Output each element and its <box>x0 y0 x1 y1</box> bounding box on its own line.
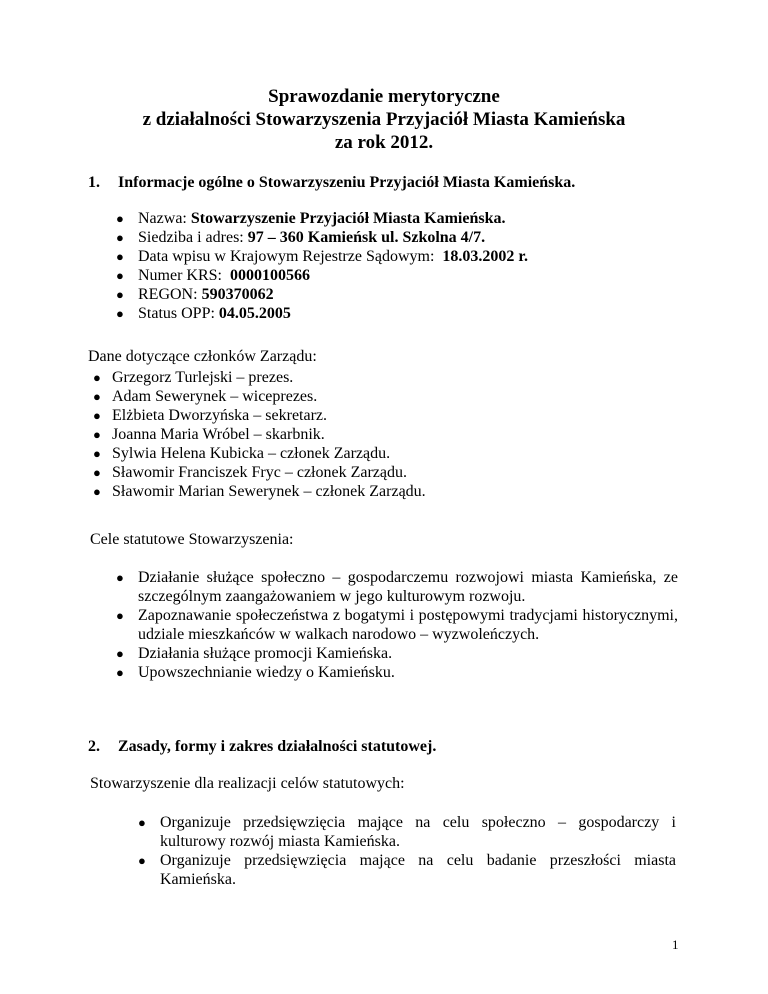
goal-item: ● Działanie służące społeczno – gospodarczemu rozwojowi miasta Kamieńska, ze szczególnym zaangażowaniem w jego kulturowym rozwoju. <box>116 569 678 605</box>
section-1-heading <box>88 174 575 192</box>
info-item: ● Numer KRS: 0000100566 <box>116 267 310 284</box>
info-item: ● Status OPP: 04.05.2005 <box>116 305 291 322</box>
info-list <box>116 209 529 323</box>
board-member: ● Adam Sewerynek – wiceprezes. <box>93 388 318 405</box>
info-item: ● Nazwa: Stowarzyszenie Przyjaciół Miasta Kamieńska. <box>116 210 506 227</box>
goal-item: ● Zapoznawanie społeczeństwa z bogatymi i postępowymi tradycjami historycznymi, udziale mieszkańców w walkach narodowo – wyzwoleńczych. <box>116 607 678 643</box>
bullet-icon: ● <box>116 608 124 623</box>
activities-list <box>138 813 676 889</box>
bullet-icon: ● <box>93 465 101 480</box>
board-list <box>93 368 426 501</box>
bullet-icon: ● <box>93 484 101 499</box>
bullet-icon: ● <box>116 249 124 264</box>
bullet-icon: ● <box>116 230 124 245</box>
bullet-icon: ● <box>116 287 124 302</box>
bullet-icon: ● <box>116 646 124 661</box>
goals-list <box>116 568 678 682</box>
document-title <box>0 85 768 154</box>
goal-item: ● Działania służące promocji Kamieńska. <box>116 645 393 662</box>
info-item: ● Data wpisu w Krajowym Rejestrze Sądowym: 18.03.2002 r. <box>116 248 529 265</box>
title-line-2: z działalności Stowarzyszenia Przyjaciół Miasta Kamieńska <box>142 109 626 130</box>
board-member: ● Grzegorz Turlejski – prezes. <box>93 369 294 386</box>
board-member: ● Sławomir Franciszek Fryc – członek Zarządu. <box>93 464 408 481</box>
bullet-icon: ● <box>93 446 101 461</box>
section-2-number: 2. <box>88 738 100 755</box>
board-member: ● Joanna Maria Wróbel – skarbnik. <box>93 426 325 443</box>
section-2-intro: Stowarzyszenie dla realizacji celów statutowych: <box>90 775 405 792</box>
bullet-icon: ● <box>116 665 124 680</box>
section-2-title: Zasady, formy i zakres działalności statutowej. <box>118 738 437 755</box>
bullet-icon: ● <box>138 853 146 868</box>
goals-heading: Cele statutowe Stowarzyszenia: <box>90 531 294 548</box>
bullet-icon: ● <box>116 306 124 321</box>
section-2-heading <box>88 738 436 756</box>
title-line-3: za rok 2012. <box>334 132 434 153</box>
page-number: 1 <box>672 937 679 952</box>
goal-item: ● Upowszechnianie wiedzy o Kamieńsku. <box>116 664 395 681</box>
bullet-icon: ● <box>93 389 101 404</box>
info-item: ● Siedziba i adres: 97 – 360 Kamieńsk ul. Szkolna 4/7. <box>116 229 486 246</box>
section-1-title: Informacje ogólne o Stowarzyszeniu Przyjaciół Miasta Kamieńska. <box>118 174 576 191</box>
board-member: ● Sławomir Marian Sewerynek – członek Zarządu. <box>93 483 426 500</box>
bullet-icon: ● <box>138 815 146 830</box>
bullet-icon: ● <box>116 211 124 226</box>
info-item: ● REGON: 590370062 <box>116 286 274 303</box>
board-member: ● Elżbieta Dworzyńska – sekretarz. <box>93 407 328 424</box>
board-member: ● Sylwia Helena Kubicka – członek Zarządu. <box>93 445 391 462</box>
bullet-icon: ● <box>93 427 101 442</box>
activity-item: ● Organizuje przedsięwzięcia mające na celu badanie przeszłości miasta Kamieńska. <box>138 852 676 888</box>
bullet-icon: ● <box>116 570 124 585</box>
title-line-1: Sprawozdanie merytoryczne <box>268 86 500 107</box>
bullet-icon: ● <box>93 370 101 385</box>
activity-item: ● Organizuje przedsięwzięcia mające na celu społeczno – gospodarczy i kulturowy rozwój miasta Kamieńska. <box>138 814 676 850</box>
section-1-number: 1. <box>88 174 100 191</box>
board-heading: Dane dotyczące członków Zarządu: <box>88 348 317 365</box>
bullet-icon: ● <box>93 408 101 423</box>
bullet-icon: ● <box>116 268 124 283</box>
